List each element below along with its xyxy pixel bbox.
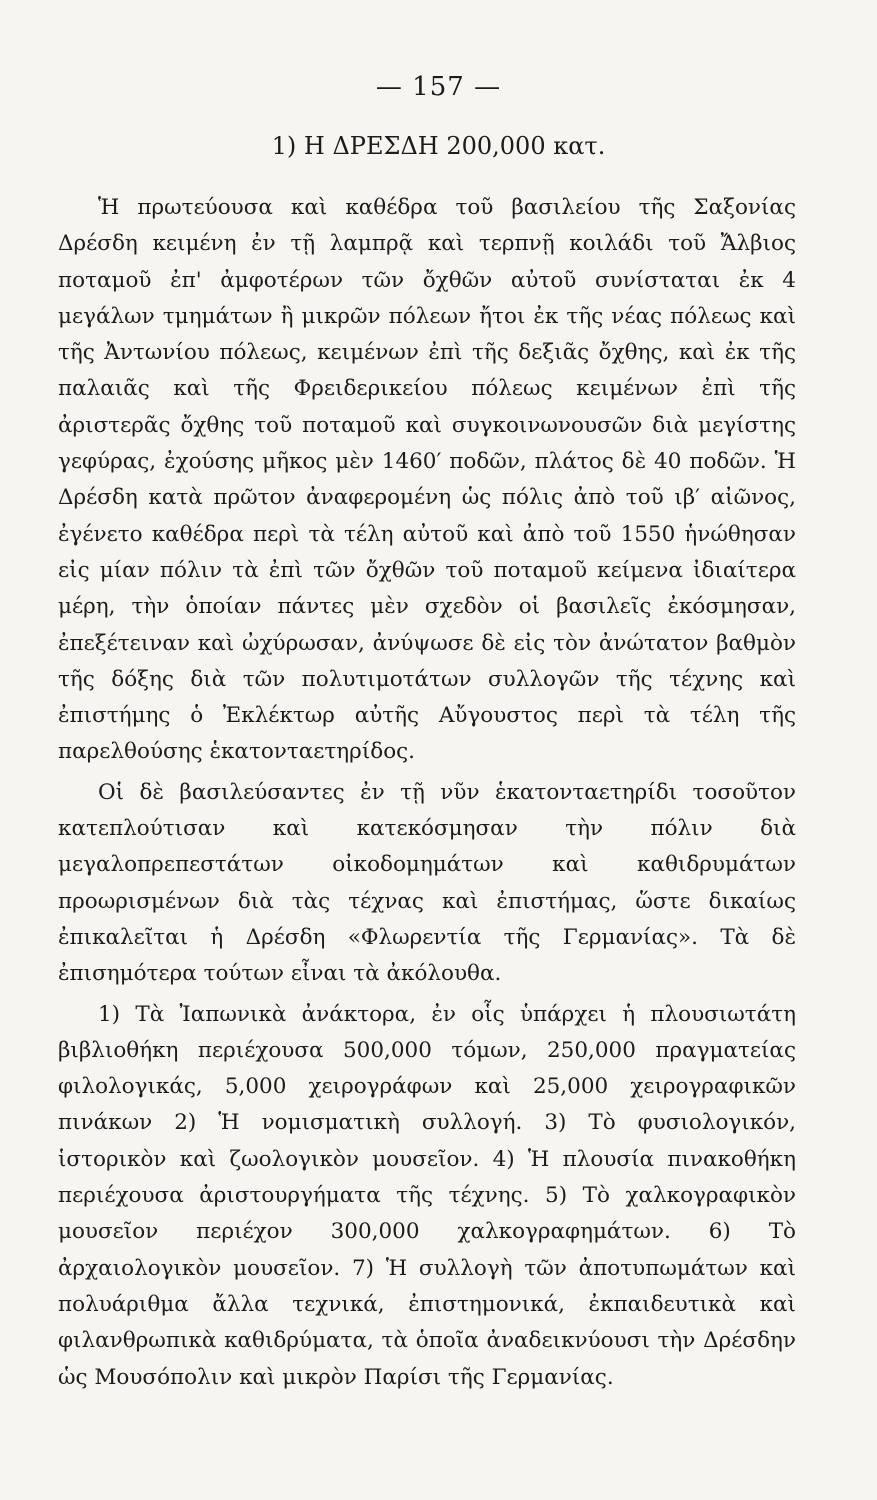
body-text: [58, 190, 796, 1396]
paragraph-institutions: 1) Τὰ Ἰαπωνικὰ ἀνάκτορα, ἐν οἷς ὑπάρχει ἡ πλουσιωτάτη βιβλιοθήκη περιέχουσα 500,000 τόμων, 250,000 πραγματείας φιλολογικάς, 5,000 χειρογράφων καὶ 25,000 χειρογραφικῶν πινάκων 2) Ἡ νομισματικὴ συλλογή. 3) Τὸ φυσιολογικόν, ἱστορικὸν καὶ ζωολογικὸν μουσεῖον. 4) Ἡ πλουσία πινακοθήκη περιέχουσα ἀριστουργήματα τῆς τέχνης. 5) Τὸ χαλκογραφικὸν μουσεῖον περιέχον 300,000 χαλκογραφημάτων. 6) Τὸ ἀρχαιολογικὸν μουσεῖον. 7) Ἡ συλλογὴ τῶν ἀποτυπωμάτων καὶ πολυάριθμα ἄλλα τεχνικά, ἐπιστημονικά, ἐκπαιδευτικὰ καὶ φιλανθρωπικὰ καθιδρύματα, τὰ ὁποῖα ἀναδεικνύουσι τὴν Δρέσδην ὡς Μουσόπολιν καὶ μικρὸν Παρίσι τῆς Γερμανίας.: [58, 1001, 796, 1390]
section-heading: 1) Η ΔΡΕΣΔΗ 200,000 κατ.: [271, 132, 606, 160]
paragraph-intro: Ἡ πρωτεύουσα καὶ καθέδρα τοῦ βασιλείου τῆς Σαξονίας Δρέσδη κειμένη ἐν τῇ λαμπρᾷ καὶ τερπνῇ κοιλάδι τοῦ Ἄλβιος ποταμοῦ ἐπ' ἀμφοτέρων τῶν ὄχθῶν αὐτοῦ συνίσταται ἐκ 4 μεγάλων τμημάτων ἢ μικρῶν πόλεων ἤτοι ἐκ τῆς νέας πόλεως καὶ τῆς Ἀντωνίου πόλεως, κειμένων ἐπὶ τῆς δεξιᾶς ὄχθης, καὶ ἐκ τῆς παλαιᾶς καὶ τῆς Φρειδερικείου πόλεως κειμένων ἐπὶ τῆς ἀριστερᾶς ὄχθης τοῦ ποταμοῦ καὶ συγκοινωνουσῶν διὰ μεγίστης γεφύρας, ἐχούσης μῆκος μὲν 1460′ ποδῶν, πλάτος δὲ 40 ποδῶν. Ἡ Δρέσδη κατὰ πρῶτον ἀναφερομένη ὡς πόλις ἀπὸ τοῦ ιβ′ αἰῶνος, ἐγένετο καθέδρα περὶ τὰ τέλη αὐτοῦ καὶ ἀπὸ τοῦ 1550 ἡνώθησαν εἰς μίαν πόλιν τὰ ἐπὶ τῶν ὄχθῶν τοῦ ποταμοῦ κείμενα ἰδιαίτερα μέρη, τὴν ὁποίαν πάντες μὲν σχεδὸν οἱ βασιλεῖς ἐκόσμησαν, ἐπεξέτειναν καὶ ὠχύρωσαν, ἀνύψωσε δὲ εἰς τὸν ἀνώτατον βαθμὸν τῆς δόξης διὰ τῶν πολυτιμοτάτων συλλογῶν τῆς τέχνης καὶ ἐπιστήμης ὁ Ἐκλέκτωρ αὐτῆς Αὔγουστος περὶ τὰ τέλη τῆς παρελθούσης ἑκατονταετηρίδος.: [58, 195, 796, 765]
page-number: — 157 —: [375, 72, 502, 102]
paragraph-kings: Οἱ δὲ βασιλεύσαντες ἐν τῇ νῦν ἑκατονταετηρίδι τοσοῦτον κατεπλούτισαν καὶ κατεκόσμησαν τὴν πόλιν διὰ μεγαλοπρεπεστάτων οἰκοδομημάτων καὶ καθιδρυμάτων προωρισμένων διὰ τὰς τέχνας καὶ ἐπιστήμας, ὥστε δικαίως ἐπικαλεῖται ἡ Δρέσδη «Φλωρεντία τῆς Γερμανίας». Τὰ δὲ ἐπισημότερα τούτων εἶναι τὰ ἀκόλουθα.: [58, 779, 796, 987]
